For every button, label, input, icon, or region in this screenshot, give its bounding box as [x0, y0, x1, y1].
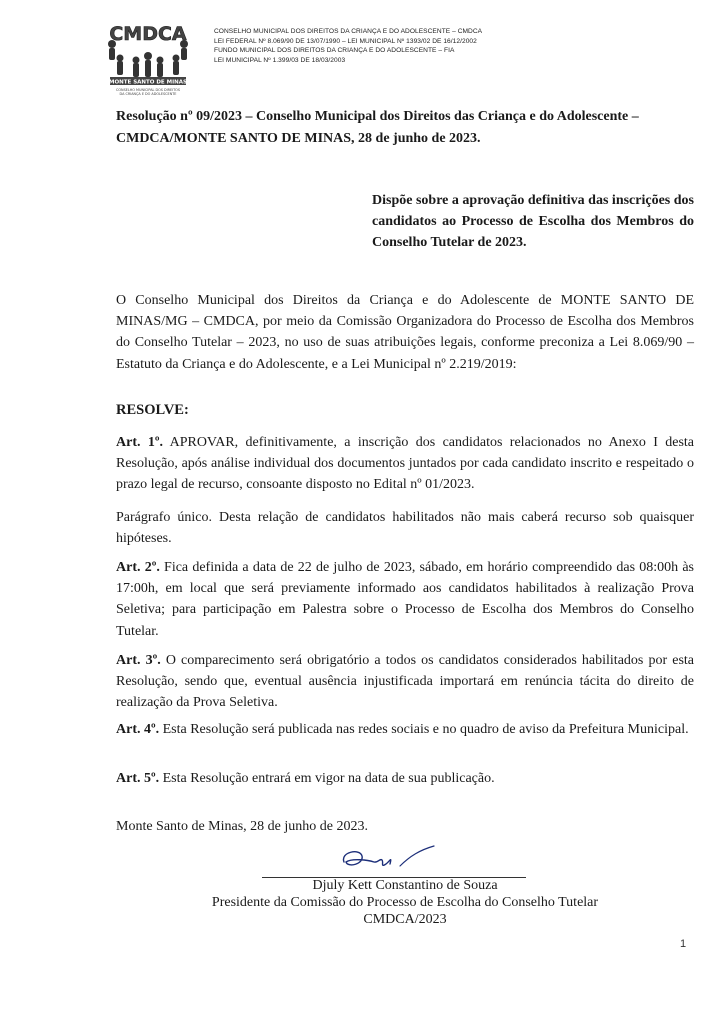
article-3	[116, 650, 694, 714]
resolve-heading: RESOLVE:	[116, 402, 189, 418]
letterhead-line: LEI FEDERAL Nº 8.069/90 DE 13/07/1990 – LEI MUNICIPAL Nº 1393/02 DE 16/12/2002	[214, 37, 477, 45]
resolution-title	[116, 106, 694, 150]
article-label: Art. 2º.	[116, 560, 160, 575]
article-1	[116, 432, 694, 496]
logo-caption: DA CRIANÇA E DO ADOLESCENTE	[119, 92, 177, 96]
article-label: Art. 4º.	[116, 722, 160, 737]
logo-caption: CONSELHO MUNICIPAL DOS DIREITOS	[116, 88, 180, 92]
article-label: Art. 5º.	[116, 771, 160, 786]
article-label: Art. 3º.	[116, 653, 161, 668]
cmdca-logo	[98, 16, 198, 106]
handwritten-signature	[338, 840, 448, 880]
logo-city: MONTE SANTO DE MINAS	[109, 79, 187, 86]
article-text: APROVAR, definitivamente, a inscrição dos candidatos relacionados no Anexo I desta Resolução, após análise individual dos documentos juntados por cada candidato inscrito e respeitado o prazo legal de recurso, consoante disposto no Edital nº 01/2023.	[116, 435, 695, 493]
signer-name: Djuly Kett Constantino de Souza	[312, 878, 498, 893]
article-text: Fica definida a data de 22 de julho de 2023, sábado, em horário compreendido das 08:00h às 17:00h, em local que será previamente informado aos candidatos habilitados à realização Prova Seletiva; para participação em Palestra sobre o Processo de Escolha dos Membros do Conselho Tutelar.	[116, 560, 694, 639]
letterhead-line: CONSELHO MUNICIPAL DOS DIREITOS DA CRIANÇA E DO ADOLESCENTE – CMDCA	[214, 28, 483, 35]
article-2	[116, 557, 694, 642]
logo-text: CMDCA	[109, 23, 187, 45]
article-text: Parágrafo único. Desta relação de candidatos habilitados não mais caberá recurso sob quaisquer hipóteses.	[116, 510, 694, 547]
signature-block	[140, 877, 670, 928]
article-4	[116, 719, 694, 740]
title-line: Resolução nº 09/2023 – Conselho Municipal dos Direitos das Criança e do Adolescente –	[116, 109, 639, 124]
signer-org: CMDCA/2023	[363, 912, 447, 927]
letterhead	[214, 27, 574, 65]
closing-date: Monte Santo de Minas, 28 de junho de 2023.	[116, 819, 368, 834]
signer-role: Presidente da Comissão do Processo de Escolha do Conselho Tutelar	[211, 895, 599, 910]
title-line: CMDCA/MONTE SANTO DE MINAS, 28 de junho de 2023.	[116, 131, 481, 146]
ementa: Dispõe sobre a aprovação definitiva das inscrições dos candidatos ao Processo de Escolha dos Membros do Conselho Tutelar de 2023.	[372, 193, 694, 250]
article-text: Esta Resolução será publicada nas redes sociais e no quadro de aviso da Prefeitura Municipal.	[159, 722, 689, 737]
preamble: O Conselho Municipal dos Direitos da Criança e do Adolescente de MONTE SANTO DE MINAS/MG – CMDCA, por meio da Comissão Organizadora do Processo de Escolha dos Membros do Conselho Tutelar – 2023, no uso de suas atribuições legais, conforme preconiza a Lei 8.069/90 – Estatuto da Criança e do Adolescente, e a Lei Municipal nº 2.219/2019:	[116, 293, 694, 372]
letterhead-line: FUNDO MUNICIPAL DOS DIREITOS DA CRIANÇA E DO ADOLESCENTE – FIA	[214, 47, 455, 55]
article-label: Art. 1º.	[116, 435, 163, 450]
letterhead-line: LEI MUNICIPAL Nº 1.399/03 DE 18/03/2003	[214, 56, 346, 64]
article-5	[116, 768, 694, 789]
article-text: Esta Resolução entrará em vigor na data de sua publicação.	[159, 771, 495, 786]
page-number: 1	[680, 938, 687, 950]
article-text: O comparecimento será obrigatório a todos os candidatos considerados habilitados por esta Resolução, sendo que, eventual ausência injustificada importará em renúncia tácita do direito de realização da Prova Seletiva.	[116, 653, 694, 711]
paragraph-unico	[116, 507, 694, 549]
